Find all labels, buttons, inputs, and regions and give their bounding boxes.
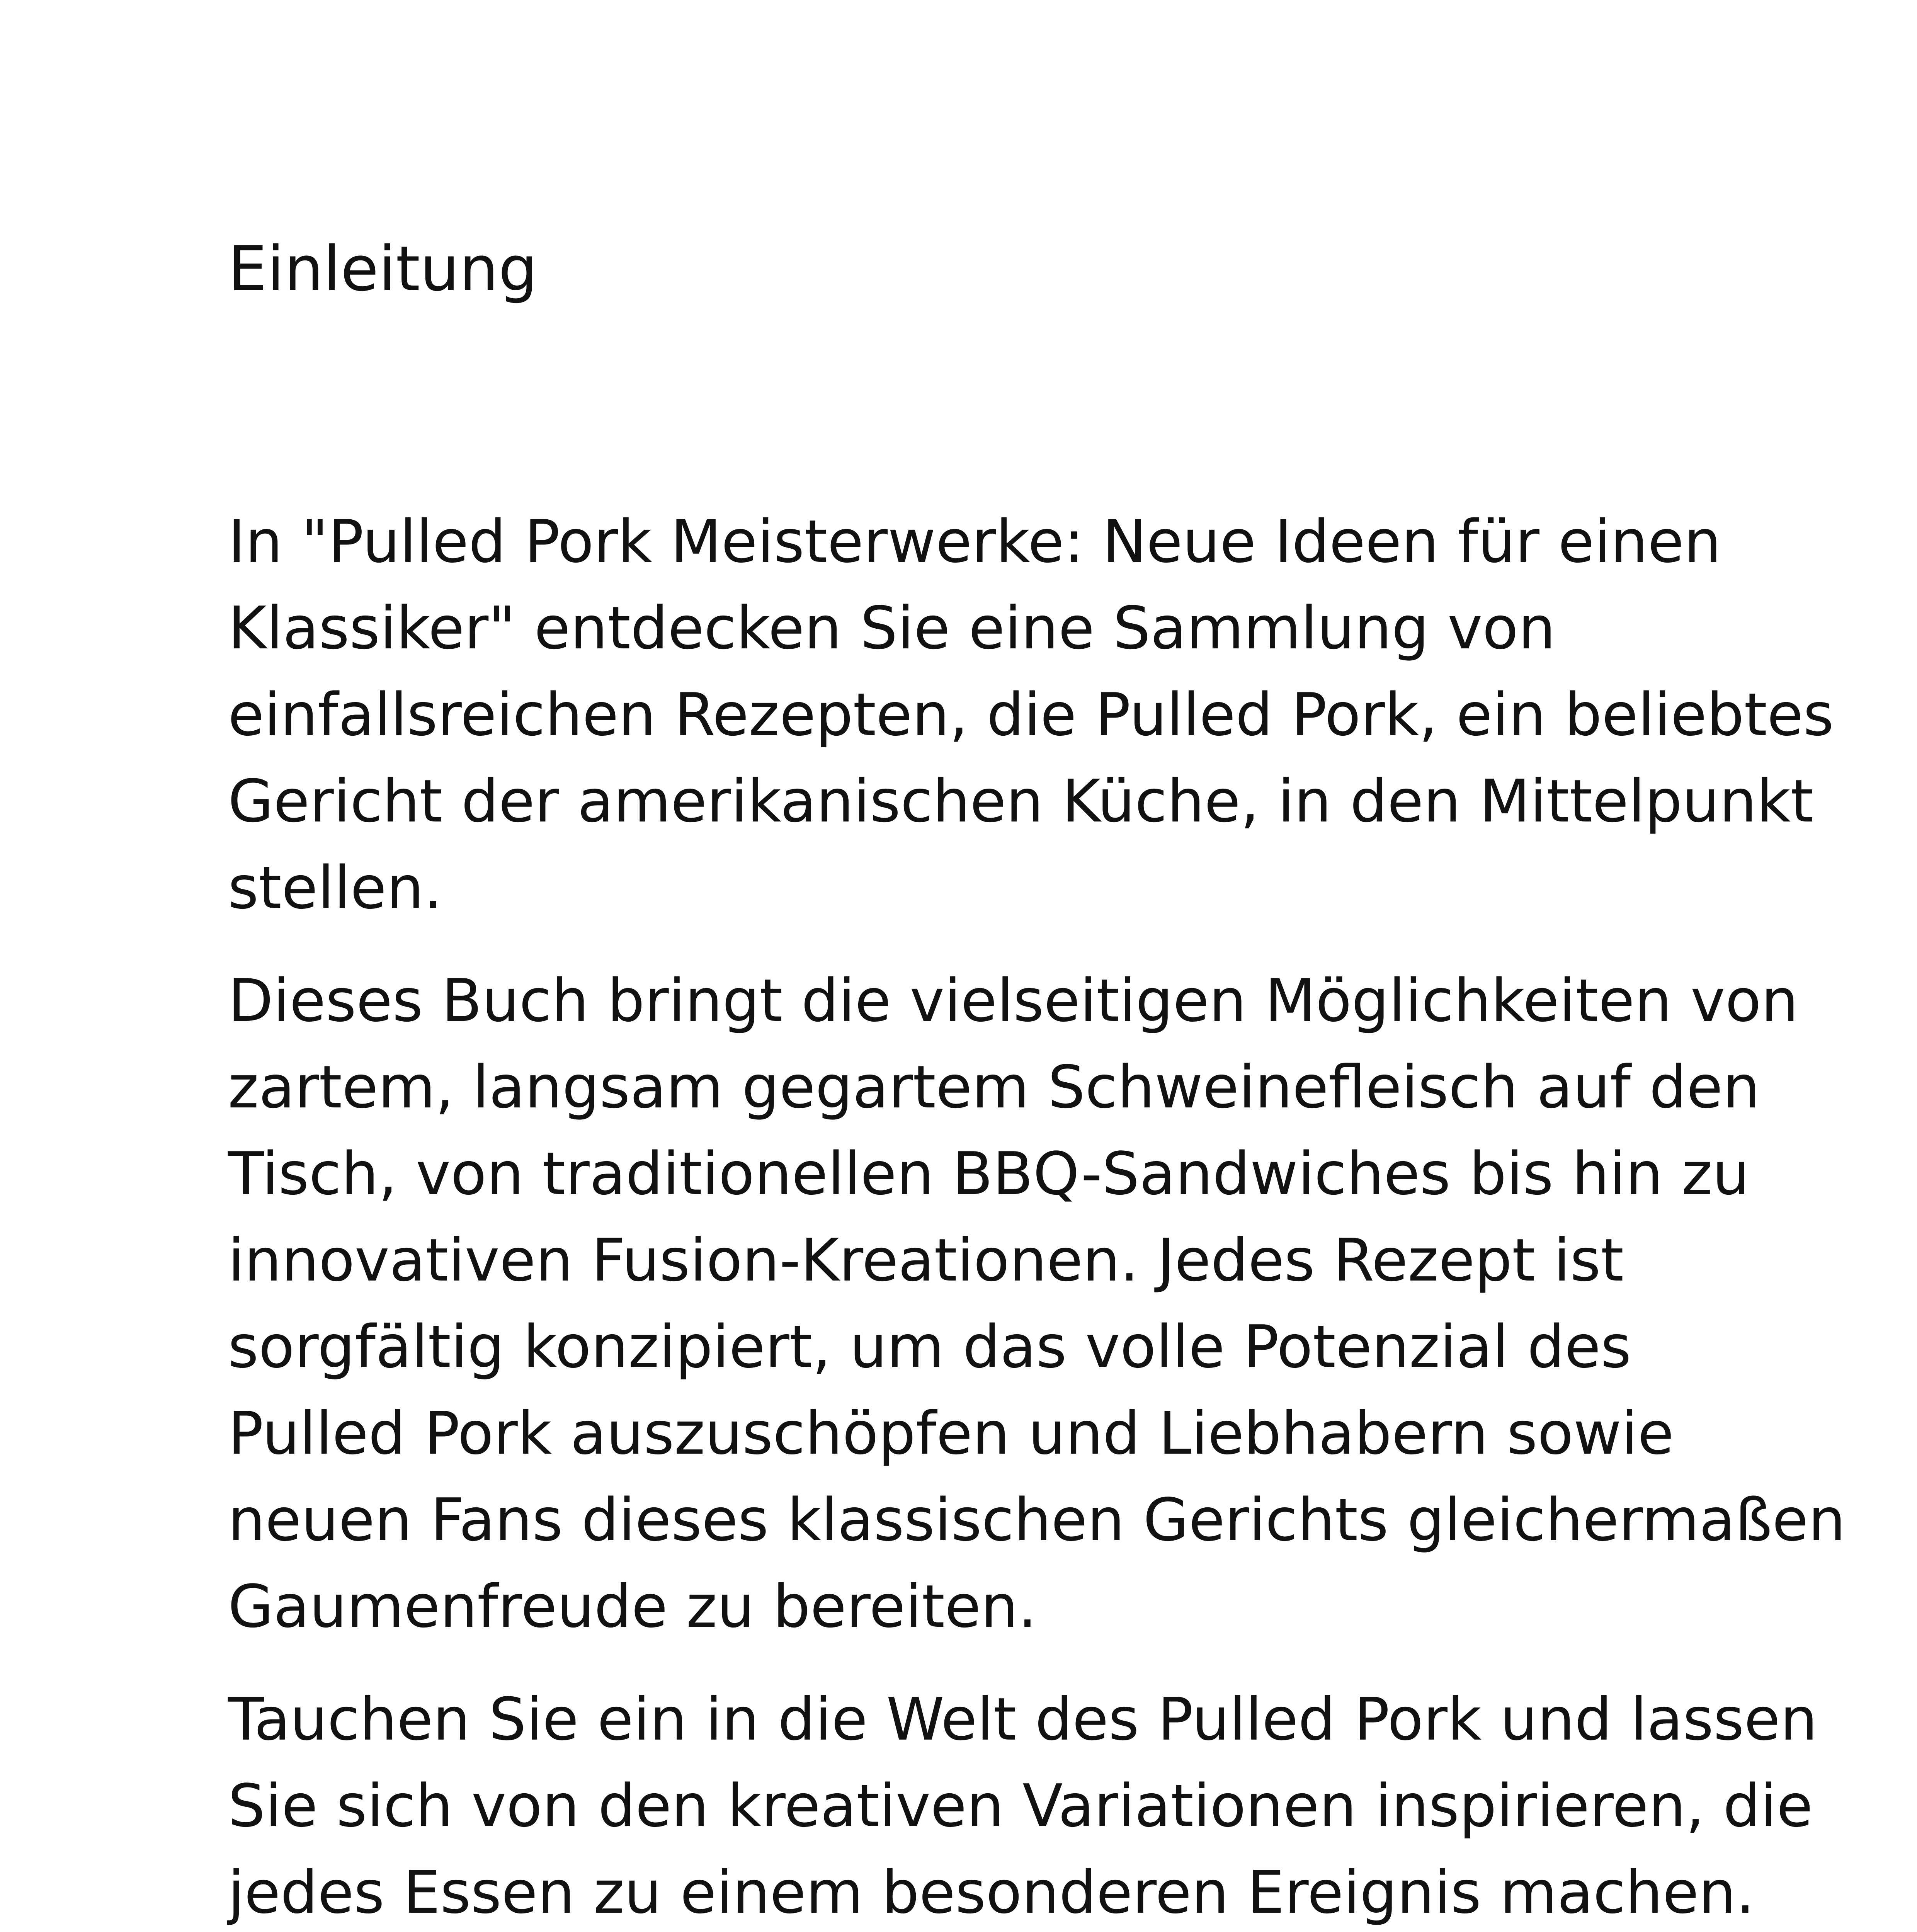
text-line: Tauchen Sie ein in die Welt des Pulled Pork und lassen xyxy=(228,1685,1818,1753)
text-line: Gaumenfreude zu bereiten. xyxy=(228,1572,1037,1641)
text-line: innovativen Fusion-Kreationen. Jedes Rezept ist xyxy=(228,1226,1624,1294)
text-line: Sie sich von den kreativen Variationen inspirieren, die xyxy=(228,1772,1813,1840)
text-line: jedes Essen zu einem besonderen Ereignis machen. xyxy=(228,1858,1755,1927)
paragraph-book-description xyxy=(228,957,1846,1650)
text-line: sorgfältig konzipiert, um das volle Potenzial des xyxy=(228,1313,1631,1381)
text-line: Gericht der amerikanischen Küche, in den Mittelpunkt xyxy=(228,767,1814,835)
body-text xyxy=(228,498,1846,1932)
paragraph-intro xyxy=(228,498,1834,931)
text-line: neuen Fans dieses klassischen Gerichts gleichermaßen xyxy=(228,1486,1846,1554)
page-title: Einleitung xyxy=(228,233,538,305)
text-line: In "Pulled Pork Meisterwerke: Neue Ideen für einen xyxy=(228,507,1721,576)
text-line: einfallsreichen Rezepten, die Pulled Pork, ein beliebtes xyxy=(228,680,1834,749)
text-line: Pulled Pork auszuschöpfen und Liebhabern sowie xyxy=(228,1399,1674,1468)
text-line: Dieses Buch bringt die vielseitigen Möglichkeiten von xyxy=(228,966,1799,1035)
text-line: Tisch, von traditionellen BBQ-Sandwiches bis hin zu xyxy=(228,1139,1750,1208)
paragraph-invitation xyxy=(228,1676,1818,1932)
text-line: stellen. xyxy=(228,854,442,922)
text-line: Klassiker" entdecken Sie eine Sammlung von xyxy=(228,594,1556,662)
text-line: zartem, langsam gegartem Schweinefleisch auf den xyxy=(228,1053,1760,1121)
